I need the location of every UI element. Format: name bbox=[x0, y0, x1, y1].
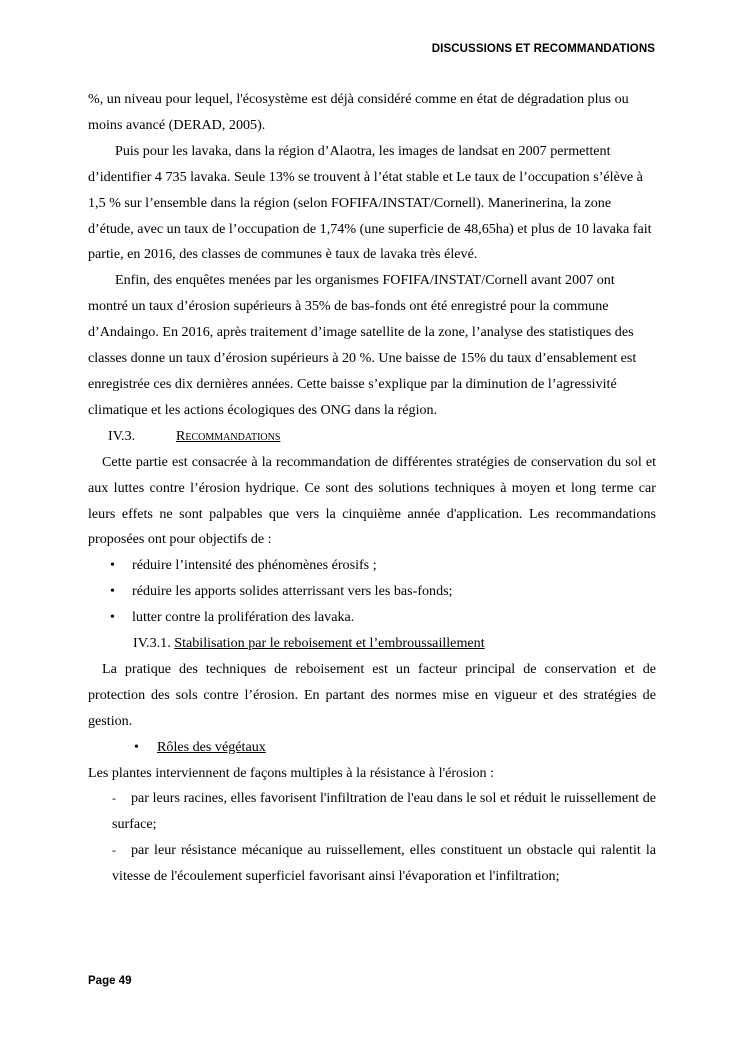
subsection-heading bbox=[88, 631, 656, 657]
running-header: DISCUSSIONS ET RECOMMANDATIONS bbox=[431, 43, 655, 55]
role-text: par leurs racines, elles favorisent l'infiltration de l'eau dans le sol et réduit le ruissellement de surface; bbox=[112, 790, 656, 833]
list-item bbox=[88, 786, 656, 838]
paragraph-lavaka: Puis pour les lavaka, dans la région d’Alaotra, les images de landsat en 2007 permettent d’identifier 4 735 lavaka. Seule 13% se trouvent à l’état stable et Le taux de l’occupation s’élève à 1,5 % sur l’ensemble dans la région (selon FOFIFA/INSTAT/Cornell). Manerinerina, la zone d’étude, avec un taux de l’occupation de 1,74% (une superficie de 48,65ha) et plus de 10 lavaka fait partie, en 2016, des classes de communes è taux de lavaka très élevé. bbox=[88, 142, 652, 263]
dash-icon: - bbox=[112, 791, 116, 806]
bullet-icon: • bbox=[110, 583, 115, 600]
objective-text: réduire l’intensité des phénomènes érosifs ; bbox=[132, 557, 377, 574]
page-number: Page 49 bbox=[88, 975, 132, 987]
objective-text: lutter contre la prolifération des lavaka. bbox=[132, 609, 355, 626]
roles-title: Rôles des végétaux bbox=[157, 738, 266, 755]
objective-text: réduire les apports solides atterrissant vers les bas-fonds; bbox=[132, 583, 453, 600]
bullet-icon: • bbox=[110, 557, 115, 574]
list-item bbox=[88, 553, 656, 579]
roles-intro: Les plantes interviennent de façons multiples à la résistance à l'érosion : bbox=[88, 764, 495, 781]
roles-heading bbox=[88, 735, 656, 761]
bullet-icon: • bbox=[110, 609, 115, 626]
subsection-title: Stabilisation par le reboisement et l’embroussaillement bbox=[174, 635, 485, 652]
list-item bbox=[88, 579, 656, 605]
subsection-text: La pratique des techniques de reboisement est un facteur principal de conservation et de protection des sols contre l’érosion. En partant des normes mise en vigueur et des stratégies de gestion. bbox=[88, 660, 656, 729]
section-title: Recommandations bbox=[176, 427, 281, 444]
section-number: IV.3. bbox=[108, 427, 136, 444]
dash-icon: - bbox=[112, 843, 116, 858]
objectives-list bbox=[88, 553, 656, 631]
list-item bbox=[88, 605, 656, 631]
paragraph-continuation: %, un niveau pour lequel, l'écosystème est déjà considéré comme en état de dégradation plus ou moins avancé (DERAD, 2005). bbox=[88, 91, 629, 133]
subsection-number: IV.3.1. bbox=[133, 635, 171, 652]
list-item bbox=[88, 838, 656, 890]
section-intro: Cette partie est consacrée à la recommandation de différentes stratégies de conservation du sol et aux luttes contre l’érosion hydrique. Ce sont des solutions techniques à moyen et long terme car leurs effets ne sont palpables que vers la cinquième année d'application. Les recommandations proposées ont pour objectifs de : bbox=[88, 453, 656, 548]
role-text: par leur résistance mécanique au ruissellement, elles constituent un obstacle qui ralentit la vitesse de l'écoulement superficiel favorisant ainsi l'évaporation et l'infiltration; bbox=[112, 842, 656, 885]
bullet-icon: • bbox=[134, 738, 139, 755]
page-body bbox=[88, 87, 656, 890]
paragraph-erosion-survey: Enfin, des enquêtes menées par les organismes FOFIFA/INSTAT/Cornell avant 2007 ont montré un taux d’érosion supérieurs à 35% de bas-fonds ont été enregistré pour la commune d’Andaingo. En 2016, après traitement d’image satellite de la zone, l’analyse des statistiques des classes donne un taux d’érosion supérieurs à 20 %. Une baisse de 15% du taux d’ensablement est enregistrée ces dix dernières années. Cette baisse s’explique par la diminution de l’agressivité climatique et les actions écologiques des ONG dans la région. bbox=[88, 272, 637, 418]
section-heading bbox=[88, 424, 656, 450]
